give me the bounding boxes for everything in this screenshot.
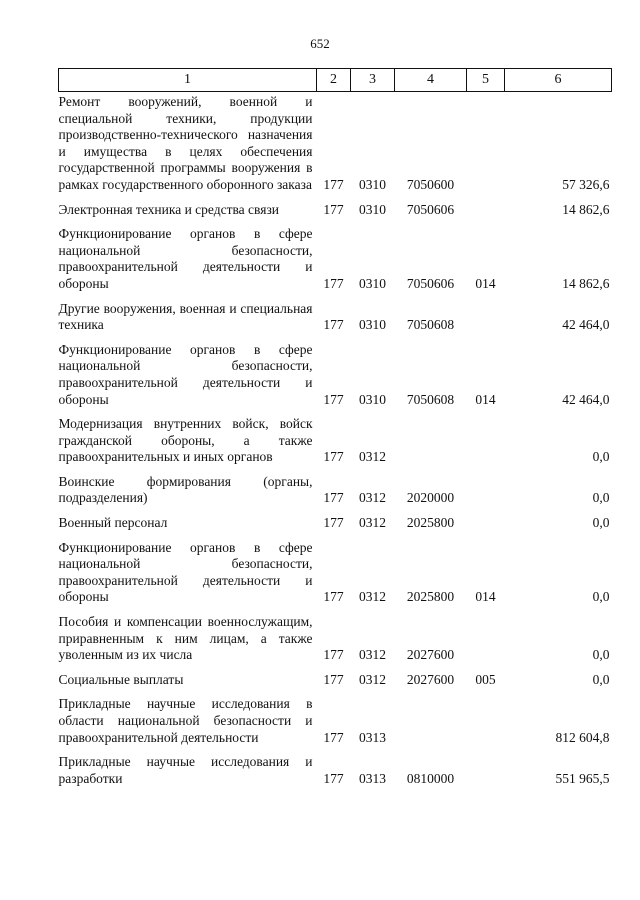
- amount: 14 862,6: [562, 201, 610, 217]
- table-header: [59, 69, 612, 92]
- table-row: [59, 608, 612, 666]
- target-code: 7050608: [406, 317, 455, 333]
- section-code: 0312: [359, 490, 386, 506]
- item-name: Воинские формирования (органы, подразделения): [58, 473, 313, 506]
- expense-type-code: [467, 410, 505, 468]
- amount: 0,0: [592, 515, 610, 531]
- amount: 0,0: [592, 671, 610, 687]
- expense-type-code: [467, 690, 505, 748]
- amount: 812 604,8: [555, 729, 610, 745]
- ministry-code: 177: [323, 589, 344, 605]
- expense-type-code: [467, 468, 505, 509]
- expense-type-code: [467, 608, 505, 666]
- section-code: 0312: [359, 647, 386, 663]
- expense-type-code: [467, 748, 505, 789]
- item-name: Прикладные научные исследования в области национальной безопасности и правоохранительной деятельности: [58, 696, 313, 745]
- section-code: 0313: [359, 729, 386, 745]
- target-code: 2020000: [406, 490, 455, 506]
- target-code: 2025800: [406, 589, 455, 605]
- item-name: Функционирование органов в сфере национальной безопасности, правоохранительной деятельности и обороны: [58, 539, 313, 605]
- ministry-code: 177: [323, 671, 344, 687]
- section-code: 0312: [359, 589, 386, 605]
- table-row: [59, 748, 612, 789]
- ministry-code: 177: [323, 275, 344, 291]
- ministry-code: 177: [323, 729, 344, 745]
- item-name: Функционирование органов в сфере национальной безопасности, правоохранительной деятельности и обороны: [58, 226, 313, 291]
- item-name: Другие вооружения, военная и специальная техника: [58, 300, 313, 333]
- section-code: 0310: [359, 317, 386, 333]
- section-code: 0310: [359, 391, 386, 407]
- section-code: 0312: [359, 449, 386, 465]
- table-row: [59, 690, 612, 748]
- section-code: 0310: [359, 201, 386, 217]
- target-code: 7050600: [406, 176, 455, 192]
- table-body: [59, 92, 612, 790]
- expense-type-code: [467, 509, 505, 534]
- page-number: 652: [310, 36, 330, 51]
- table-row: [59, 92, 612, 196]
- expense-type-code: [467, 295, 505, 336]
- expense-type-code: 005: [475, 671, 496, 687]
- header-col-2: 2: [317, 69, 351, 92]
- target-code: 2025800: [406, 515, 455, 531]
- ministry-code: 177: [323, 515, 344, 531]
- expense-type-code: [467, 92, 505, 196]
- table-row: [59, 295, 612, 336]
- table-row: [59, 509, 612, 534]
- amount: 57 326,6: [562, 176, 610, 192]
- section-code: 0313: [359, 770, 386, 786]
- amount: 0,0: [592, 490, 610, 506]
- expense-type-code: 014: [475, 275, 496, 291]
- item-name: Электронная техника и средства связи: [58, 201, 280, 217]
- header-col-1: 1: [59, 69, 317, 92]
- ministry-code: 177: [323, 647, 344, 663]
- section-code: 0312: [359, 515, 386, 531]
- item-name: Ремонт вооружений, военной и специальной техники, продукции производственно-технического назначения и имущества в целях обеспечения государственной программы вооружения в рамках государственного оборонного заказа: [58, 94, 313, 192]
- header-col-6: 6: [505, 69, 612, 92]
- budget-table: [58, 68, 612, 789]
- header-row: [59, 69, 612, 92]
- amount: 42 464,0: [562, 317, 610, 333]
- table-row: [59, 410, 612, 468]
- ministry-code: 177: [323, 449, 344, 465]
- amount: 551 965,5: [555, 770, 610, 786]
- header-col-4: 4: [395, 69, 467, 92]
- ministry-code: 177: [323, 770, 344, 786]
- ministry-code: 177: [323, 176, 344, 192]
- ministry-code: 177: [323, 201, 344, 217]
- amount: 0,0: [592, 589, 610, 605]
- ministry-code: 177: [323, 391, 344, 407]
- item-name: Функционирование органов в сфере национальной безопасности, правоохранительной деятельности и обороны: [58, 341, 313, 407]
- amount: 0,0: [592, 449, 610, 465]
- target-code: 2027600: [406, 671, 455, 687]
- item-name: Социальные выплаты: [58, 671, 184, 687]
- ministry-code: 177: [323, 317, 344, 333]
- expense-type-code: 014: [475, 589, 496, 605]
- target-code: 0810000: [406, 770, 455, 786]
- expense-type-code: 014: [475, 391, 496, 407]
- table-row: [59, 666, 612, 691]
- amount: 42 464,0: [562, 391, 610, 407]
- section-code: 0312: [359, 671, 386, 687]
- target-code: 7050606: [406, 275, 455, 291]
- amount: 0,0: [592, 647, 610, 663]
- section-code: 0310: [359, 176, 386, 192]
- section-code: 0310: [359, 275, 386, 291]
- header-col-5: 5: [467, 69, 505, 92]
- amount: 14 862,6: [562, 275, 610, 291]
- table-row: [59, 468, 612, 509]
- target-code: [395, 410, 467, 468]
- target-code: 7050608: [406, 391, 455, 407]
- target-code: [395, 690, 467, 748]
- table-row: [59, 196, 612, 221]
- item-name: Пособия и компенсации военнослужащим, приравненным к ним лицам, а также уволенным из их числа: [58, 614, 313, 663]
- ministry-code: 177: [323, 490, 344, 506]
- target-code: 7050606: [406, 201, 455, 217]
- table-row: [59, 336, 612, 410]
- target-code: 2027600: [406, 647, 455, 663]
- item-name: Прикладные научные исследования и разработки: [58, 754, 313, 786]
- item-name: Военный персонал: [58, 515, 168, 531]
- header-col-3: 3: [351, 69, 395, 92]
- table-row: [59, 220, 612, 294]
- expense-type-code: [467, 196, 505, 221]
- item-name: Модернизация внутренних войск, войск гражданской обороны, а также правоохранительных и иных органов: [58, 416, 313, 465]
- table-row: [59, 534, 612, 608]
